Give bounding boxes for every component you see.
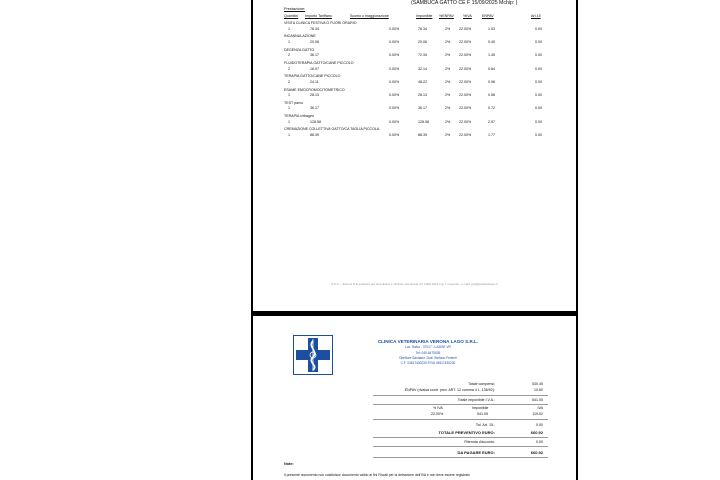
- row-enpav: 1.45: [488, 53, 495, 58]
- row-imponibile: 32.14: [418, 66, 427, 71]
- row-quantita: 1: [288, 39, 290, 44]
- row-art15: 0.00: [535, 66, 542, 71]
- row-enpav-pct: 2%: [445, 39, 451, 44]
- row-imponibile: 128.58: [418, 119, 429, 124]
- document-page-2: [253, 316, 576, 480]
- iva-value: 119.02: [532, 412, 543, 416]
- row-sconto: 0.00%: [389, 93, 400, 98]
- row-iva-pct: 22.00%: [459, 26, 472, 31]
- row-enpav-pct: 2%: [445, 79, 451, 84]
- row-art15: 0.00: [535, 53, 542, 58]
- row-iva-pct: 22.00%: [459, 133, 472, 137]
- row-imponibile: 28.13: [418, 93, 427, 98]
- row-imponibile: 76.34: [418, 26, 427, 31]
- note-text: Il presente documento non costituisce documento valido ai fini Fiscali per la detrazione dell'IVA e non deve essere registrato: [284, 473, 470, 477]
- row-imponibile: 48.22: [418, 79, 427, 84]
- row-art15: 0.00: [535, 26, 542, 31]
- iva-pct-header: % IVA: [433, 406, 443, 410]
- row-enpav: 0.40: [488, 39, 495, 44]
- totals-divider: [373, 446, 548, 447]
- totale-preventivo-value: 660.92: [530, 430, 543, 435]
- clinic-address: Loc. Salvo - 37017 - LAZISE VR: [405, 345, 451, 350]
- row-enpav-pct: 2%: [445, 106, 451, 111]
- note-label: Note:: [284, 462, 294, 466]
- art15-value: 0.00: [536, 423, 543, 427]
- row-sconto: 0.00%: [389, 39, 400, 44]
- row-quantita: 1: [288, 26, 290, 31]
- row-description: CREMAZIONE COLLETTIVA GATTO/CA TAGLIA PICCOLA: [284, 127, 380, 132]
- row-iva-pct: 22.00%: [459, 53, 472, 58]
- row-sconto: 0.00%: [389, 119, 400, 124]
- row-quantita: 2: [288, 53, 290, 58]
- row-description: FLUIDOTERAPIA GATTO/CANE PICCOLO: [284, 60, 354, 65]
- row-enpav: 0.56: [488, 93, 495, 98]
- header-enpav: ENPAV: [482, 14, 494, 18]
- clinic-director: Direttore Sanitario: Dott. Stefano Ferlenti: [399, 355, 457, 360]
- row-art15: 0.00: [535, 79, 542, 84]
- totals-divider: [373, 404, 548, 405]
- row-enpav: 1.77: [488, 133, 495, 137]
- totale-preventivo-label: TOTALE PREVENTIVO EURO:: [438, 430, 495, 435]
- row-importo: 36.17: [310, 53, 319, 58]
- header-iva-pct: %IVA: [463, 14, 472, 18]
- row-description: DEGENZA GATTO: [284, 47, 315, 52]
- row-quantita: 1: [288, 119, 290, 124]
- clinic-name: CLINICA VETERINARIA VERONA LAGO S.R.L.: [377, 339, 479, 344]
- row-quantita: 1: [288, 106, 290, 111]
- row-iva-pct: 22.00%: [459, 79, 472, 84]
- iva-imponibile-value: 541.05: [477, 412, 488, 416]
- ritenuta-label: Ritenuta d'acconto:: [464, 440, 495, 444]
- row-sconto: 0.00%: [389, 26, 400, 31]
- row-art15: 0.00: [535, 119, 542, 124]
- row-imponibile: 20.06: [418, 39, 427, 44]
- row-imponibile: 88.39: [418, 133, 427, 137]
- row-imponibile: 36.17: [418, 106, 427, 111]
- row-importo: 24.11: [310, 79, 319, 84]
- totale-compensi-value: 530.45: [532, 382, 543, 386]
- totals-divider: [373, 457, 548, 458]
- row-importo: 16.07: [310, 66, 319, 71]
- ritenuta-value: 0.00: [536, 440, 543, 444]
- row-importo: 88.39: [310, 133, 319, 137]
- totals-divider: [373, 419, 548, 420]
- row-sconto: 0.00%: [389, 106, 400, 111]
- totale-compensi-label: Totale compensi:: [468, 382, 495, 386]
- row-description: TERAPIA virbagen: [284, 114, 314, 119]
- software-footer: P.S.A. - Sistemi R.E software per ambulatori e cliniche veterinarie (C) 1999-2014 Ing. L.Coppola - e-mail: psa@psasoftware.it: [331, 282, 498, 286]
- row-enpav-pct: 2%: [445, 53, 451, 58]
- row-description: VISITA CLINICA FESTIVA O FUORI ORARIO: [284, 21, 357, 25]
- enpav-label: ENPAV (rivalsa contr. prev. ART. 12 comma 4 L. 136/92):: [404, 388, 495, 392]
- da-pagare-label: DA PAGARE EURO:: [457, 450, 495, 455]
- header-art15: Art.15: [531, 14, 541, 18]
- row-iva-pct: 22.00%: [459, 66, 472, 71]
- row-quantita: 2: [288, 66, 290, 71]
- document-page-1: [253, 0, 576, 311]
- row-imponibile: 72.34: [418, 53, 427, 58]
- totals-divider: [373, 437, 548, 438]
- row-importo: 28.13: [310, 93, 319, 98]
- row-enpav: 0.96: [488, 79, 495, 84]
- row-importo: 20.06: [310, 39, 319, 44]
- header-enpav-pct: %ENPAV: [439, 14, 454, 18]
- row-quantita: 1: [288, 133, 290, 137]
- row-art15: 0.00: [535, 93, 542, 98]
- row-iva-pct: 22.00%: [459, 119, 472, 124]
- row-sconto: 0.00%: [389, 66, 400, 71]
- row-sconto: 0.00%: [389, 53, 400, 58]
- row-quantita: 1: [288, 93, 290, 98]
- row-iva-pct: 22.00%: [459, 106, 472, 111]
- da-pagare-value: 660.92: [530, 450, 543, 455]
- row-quantita: 2: [288, 79, 290, 84]
- row-enpav: 2.57: [488, 119, 495, 124]
- row-description: TERAPIA GATTO/CANE PICCOLO: [284, 74, 341, 79]
- prestazione-label: Prestazione:: [284, 7, 306, 11]
- iva-pct-value: 22.00%: [431, 412, 444, 416]
- row-enpav-pct: 2%: [445, 119, 451, 124]
- row-art15: 0.00: [535, 106, 542, 111]
- enpav-value: 10.60: [534, 388, 543, 392]
- imponibile-label: Totale imponibile I.V.A.:: [457, 398, 495, 402]
- row-enpav-pct: 2%: [445, 26, 451, 31]
- row-importo: 36.17: [310, 106, 319, 111]
- totals-divider: [373, 395, 548, 396]
- clinic-logo-icon: [293, 335, 333, 375]
- clinic-phone: Tel: 045-6470639: [415, 350, 441, 355]
- iva-imponibile-header: Imponibile: [472, 406, 489, 410]
- header-quantita: Quantita': [284, 14, 299, 18]
- row-enpav: 0.64: [488, 66, 495, 71]
- row-iva-pct: 22.00%: [459, 39, 472, 44]
- row-importo: 128.58: [310, 119, 321, 124]
- row-iva-pct: 22.00%: [459, 93, 472, 98]
- row-enpav-pct: 2%: [445, 66, 451, 71]
- row-art15: 0.00: [535, 133, 542, 137]
- header-importo-tariffario: Importo Tariffario: [305, 14, 332, 18]
- clinic-fiscal: C.F. 04517430230 P.IVA 04517430230: [400, 361, 456, 366]
- iva-header: IVA: [537, 406, 543, 410]
- row-art15: 0.00: [535, 39, 542, 44]
- row-enpav: 0.72: [488, 106, 495, 111]
- row-enpav-pct: 2%: [445, 133, 451, 137]
- patient-header: (SAMBUCA GATTO CE F 15/09/2025 Mchip: ): [411, 0, 518, 6]
- row-importo: 76.34: [310, 26, 319, 31]
- row-description: INCANNULAZIONE: [284, 34, 316, 39]
- row-enpav-pct: 2%: [445, 93, 451, 98]
- row-sconto: 0.00%: [389, 133, 400, 137]
- clinic-info: [363, 339, 493, 365]
- row-enpav: 1.53: [488, 26, 495, 31]
- row-sconto: 0.00%: [389, 79, 400, 84]
- row-description: ESAME EMOCROMOCITOMETRICO: [284, 87, 345, 92]
- header-imponibile: Imponibile: [416, 14, 433, 18]
- header-sconto: Sconto o maggiorazione: [350, 14, 389, 18]
- imponibile-value: 541.05: [532, 398, 543, 402]
- art15-label: Tot. Art. 15.:: [475, 423, 495, 427]
- row-description: TEST parvo: [284, 100, 304, 105]
